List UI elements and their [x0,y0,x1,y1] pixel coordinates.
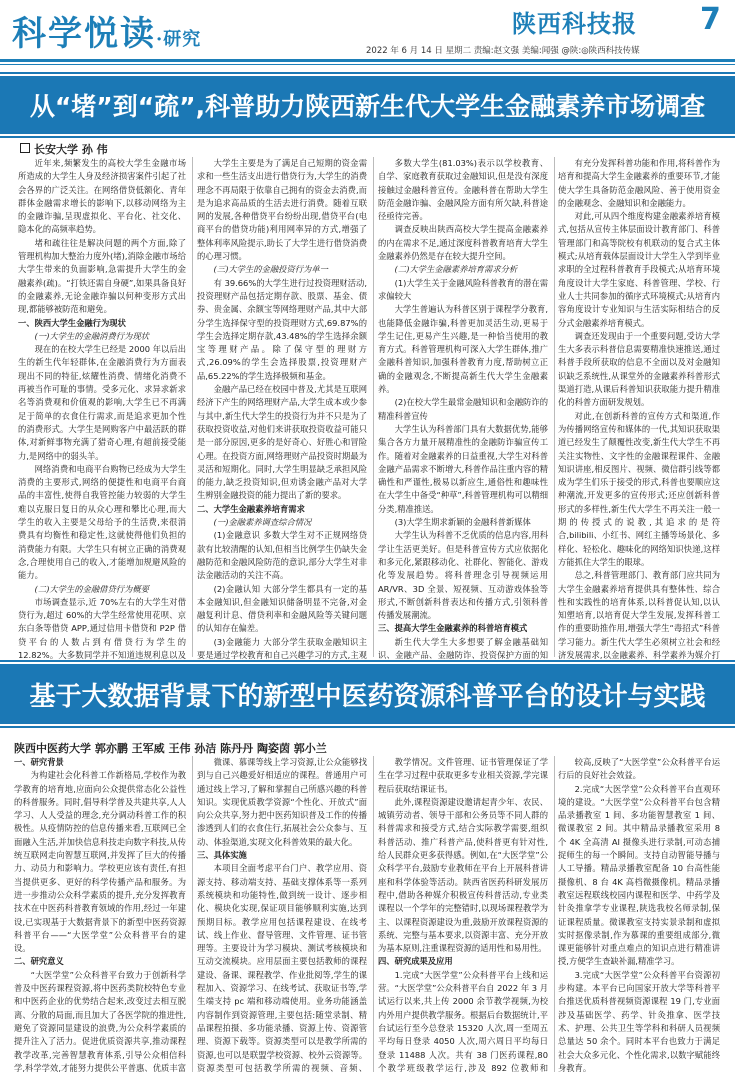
paragraph: 网络消费和电商平台购物已经成为大学生消费的主要形式,网络的便捷性和电商平台商品的丰富性,使得自我管控能力较弱的大学生难以克服日复日的从众心理和攀比心理,而大学生的收入主要是父母给予的生活费,来很消费具有均衡性和稳定性,这就使得他们负担的消费能力有限。大学生只有树立正确的消费观念,合理使用自己的收入,才能增加规避风险的能力。 [18,463,186,581]
paragraph: 此外,课程资源建设邀请起青少年、农民、城镇劳动者、领导干部和公务员等不同人群的科普需求和接受方式,结合实际教学需要,组织科普活动、推广科普产品,使科普更有针对性,给人民群众更多获得感。例如,在“大医学堂”公众科学平台,鼓励专业教师在平台上开展科普讲座和科学体验等活动。陕西省医药科研发展历程中,借助各种媒介积极宣传科普活动,专业类课程以一个学年的完整错时,以现场课程教学为主、以课程资源建设为重,鼓励开放课程资源的系统、完整与基本要求,以资源丰富、充分开放为基本原则,注重课程资源的适用性和易用性。 [378,796,548,954]
column-rule [192,157,193,657]
article2-column-3 [378,756,548,1074]
paragraph: 对此,在创新科普的宣传方式和渠道,作为传播网络宣传和媒体的一代,其知识获取渠道已经发生了颠覆性改变,新生代大学生不再关注实物性、文字性的金融课程课件、金融知识讲座,相反图片、视频、微信群引线等都成为学生们乐于接受的形式,科普也要顺应这种潮流,开发更多的宣传形式;还应创新科普形式的多样性,新生代大学生不再关注一般一期的传授式的说教,其追求的是符合,bilibili、小红书、网红主播等场景化、多样化、轻松化、趣味化的网络知识快递,这样方能抓住大学生的眼球。 [558,410,720,567]
paragraph: 较高,反映了“大医学堂”公众科普平台运行后的良好社会效益。 [558,757,720,781]
section-heading: 一、研究背景 [14,757,64,767]
sub-heading: (二)大学生金融素养培育需求分析 [394,264,518,275]
masthead-rule-thin [0,64,735,65]
article1-column-3 [378,157,548,659]
paragraph: 3.完成“大医学堂”公众科普平台资源初步构建。本平台已向国家开放大学等科普平台推送优质科普视频资源课程 19 门,专业面涉及基础医学、药学、针灸推拿、医学技术、护理、公共卫生等学科和科研人员视频总量达 50 余个。同时本平台也致力于满足社会大众多元化、个性化需求,以数字赋能终身教育。 [558,969,720,1073]
paragraph: 市场调查显示,近 70%左右的大学生对借贷行为,超过 60%的大学生经常使用花呗、京东白条等借贷 APP,通过信用卡借贷和 P2P 借贷平台的人数占到有借贷行为学生的 12.82%。大多数同学并不知道违规利息以及 [18,596,186,659]
paragraph: 多数大学生(81.03%)表示以学校教育、自学、家庭教育获取过金融知识,但是没有深度接触过金融科普宣传。金融科普在帮助大学生防范金融诈骗、金融风险方面有所欠缺,科普途径亟待完善。 [378,158,548,222]
paragraph: 对此,可从四个维度构建金融素养培育模式,包括从宣传主体层面设计教育部门、科普管理部门和高等院校有机联动的复合式主体模式;从培育载体层面设计大学生入学到毕业求职的全过程科普教育手段模式;从培育环境角度设计大学生家庭、科普管理、学校、行业人士共同参加的循序式环境模式;从培育内容角度设计专业知识与生活实际相结合的反分式金融素养培育模式。 [558,211,720,328]
paragraph: 金融产品已经在校园中普及,尤其是互联网经济下产生的网络理财产品,大学生成本或少参与其中,新生代大学生的投资行为并不只是为了获取投资收益,对他们来讲获取投资收益可能只是一部分原因,更多的是好奇心、好胜心和冒险心理。在投资方面,网络理财产品投资时期最为灵活和短期化。同时,大学生明显缺乏承担风险的能力,缺乏投资知识,但劝诱金融产品对大学生辨别金融投资的能力提出了新的要求。 [197,384,367,501]
column-rule [373,756,374,1072]
paragraph: 微课、慕课等线上学习资源,让公众能够找到与自己兴趣爱好相适应的课程。普通用户可通过线上学习,了解和掌握自己所感兴趣的科普知识。实现优质教学资源“个性化、开放式”面向公众共享,努力把中医药知识普及工作的传播渗透到人们的衣食住行,拓展社会公众参与、互动、体验渠道,实现文化科普效果的最大化。 [197,757,367,847]
article1-column-2 [197,157,367,659]
sub-heading: (一)大学生的金融消费行为现状 [34,330,149,341]
article1-headline: 从“堵”到“疏”,科普助力陕西新生代大学生金融素养市场调查 [0,76,735,134]
headline-stripe [0,726,735,728]
page-number: 7 [700,2,721,37]
section-heading: 三、具体实施 [197,850,247,861]
headline-stripe [0,136,735,138]
newspaper-name: 陕西科技报 [512,9,637,38]
paragraph: 2.完成“大医学堂”公众科普平台直观环境的建设。“大医学堂”公众科普平台包含精品录播教室 1 间、多功能智慧教室 1 间、微课教室 2 间。其中精品录播教室采用 8 个 4K 全高清 AI 摄像头进行录制,可动态捕捉师生的每一个瞬间。支持自动智能导播与人工导播。精品录播教室配备 10 台高性能摄像机、8 台 4K 高档微摄像机。精品录播教室远程联线校园内课程和医学、中药学及针灸推拿学专业课程,陕选我校名师录制,保证课程质量。微课教室支持实景录制和虚拟实时抠像录制,作为慕课的重要组成部分,微课更能够针对重点难点的知识点进行精准讲授,方便学生查缺补漏,精准学习。 [558,783,720,967]
section-title: 科学悦读·研究 [12,14,202,54]
paragraph: (2)在校大学生最常金融知识和金融防诈的精准科普宣传 [378,397,548,421]
headline-stripe [0,72,735,74]
article1-byline: 长安大学 孙 伟 [20,141,108,157]
column-rule [373,157,374,657]
masthead-rule [0,59,735,62]
paragraph: 大学生普遍认为科普区别于课程学分教育,也能降低金融诈骗,科普更加灵活生动,更易于学生记住,更易产生兴趣,是一种恰当使用的教育方式。科普管理机构可深入大学生群体,推广金融科普知识,加强科普教育力度,帮助树立正确的金融观念,不断提高新生代大学生金融素养。 [378,304,548,395]
paragraph: 近年来,频繁发生的高校大学生金融市场所造成的大学生人身及经济损害案件引起了社会各界的广泛关注。在网络借贷低额化、青年群体金融需求增长的影响下,以移动网络为主的金融诈骗,呈现虚拟化、平台化、社交化、隐本化的高频率趋势。 [18,158,186,235]
article1-column-4 [558,157,720,659]
section-subtitle: ·研究 [156,29,202,50]
article2-headline: 基于大数据背景下的新型中医药资源科普平台的设计与实践 [0,664,735,724]
square-bullet-icon [20,143,30,153]
paragraph: 大学生认为科普部门具有大数据优势,能够集合各方力量开展精准性的金融防诈骗宣传工作。随着对金融素养的日益重视,大学生对科普金融产品需求不断增大,科普作品注重内容的精确性和严谨性,极易以新应生,通俗性和趣味性在大学生中备受“种草”,科普管理机构可以精细分类,精准推送。 [378,423,548,514]
paragraph: 本项目全面考虑平台门户、教学应用、资源支持、移动端支持、基础支撑体系等一系列系统模块和功能特性,做到统一设计、逐步相化、模块化实现,保证项目能够顺利实施,达到预期目标。教学应用包括课程建设、在线考试、线上作业、督导管理、文件管理、证书管理等。主要设计为学习模块、测试考核模块和互动交流模块。应用层面主要包括教师的课程建设、备课、课程教学、作业批阅等,学生的课程加入、资源学习、在线考试、获取证书等,学生端支持 pc 端和移动端使用。业务功能涵盖内容制作到资源管理,主要包括:随堂录制、精品课程拍摄、多功能录播、资源上传、资源管理、资源下载等。资源类型可以是教学所需的资源,也可以是联盟学校资源、校外云资源等。资源类型可包括教学所需的视频、音频、 [197,863,367,1073]
article2-byline: 陕西中医药大学 郭亦鹏 王军威 王伟 孙洁 陈丹丹 陶姿茵 郭小兰 [14,742,327,755]
paragraph: (1)大学生关于金融风险科普教育的潜在需求偏较大 [378,277,548,301]
headline-stripe [0,660,735,662]
paragraph: “大医学堂”公众科普平台致力于创新科学普及中医药课程资源,将中医药类院校特色专业和中医药企业的优势结合起来,改变过去相互脱离、分散的局面,而且加大了各医学院的推进性,避免了资源同显建设的浪费,为公众科学素质的提升注入了活力。促进优质资源共享,推动课程教学改革,完善智慧教育体系,引导公众相信科学,科学学效,才能努力提供公平普惠、优质丰富 [14,969,186,1073]
section-heading: 三、提高大学生金融素养的科普培育模式 [378,623,528,634]
dateline: 2022 年 6 月 14 日 星期二 责编:赵文强 美编:闻强 @陕:◎陕西科技传媒 [366,46,640,56]
section-heading: 二、大学生金融素养培育需求 [197,503,305,514]
paragraph: 1.完成“大医学堂”公众科普平台上线和运营。“大医学堂”公众科普平台自 2022 年 3 月试运行以来,共上传 2000 余节教学视频,为校内外用户提供教学服务。根据后台数据统计,平台试运行至今总登录 15320 人次,周一至周五平均每日登录 4050 人次,周六周日平均每日登录 11488 人次。共有 38 门医药课程,80 个教学班级教学运行,涉及 892 位教师和 [378,969,548,1073]
paragraph: 堵和疏往往是解决问题的两个方面,除了管理机构加大整治力度外(堵),消除金融市场给大学生带来的负面影响,急需提升大学生的金融素养(疏)。“打铁还需自身硬”,如果具备良好的金融素养,无论金融诈骗以何种变形方式出现,都能够被防范和避免。 [18,237,186,315]
sub-heading: (二)大学生的金融借贷行为概要 [34,583,149,594]
column-rule [554,756,555,1072]
article1-column-1 [18,157,186,659]
paragraph: 有充分发挥科普功能和作用,将科普作为培育和提高大学生金融素养的重要环节,才能使大学生具备防范金融风险、善于使用资金的金融观念、金融知识和金融能力。 [558,158,720,208]
paragraph: 调查还发现由于一个重要问题,受访大学生大多表示科普信息需要精准快速推送,通过科普手段所获取的信息不全面以及对金融知识缺乏系统性,从课堂外的金融素养科普形式渠道打造,从课后科普知识获取能力提升精准化的科普方面研发规划。 [558,330,720,408]
paragraph: (3)大学生期求新颖的金融科普新媒体 [394,517,531,528]
section-heading: 一、陕西大学生金融行为现状 [18,317,126,328]
article2-column-1 [14,756,186,1074]
paragraph: 调查反映出陕西高校大学生提高金融素养的内在需求不足,通过深度科普教育培育大学生金融素养仍然是存在较大提升空间。 [378,224,548,262]
paragraph: 大学生主要是为了满足自己短期的资金需求和一些生活支出进行借贷行为,大学生的消费理念不再局限于依靠自己拥有的资金去消费,而是为追求高品质的生活去进行消费。随着互联网的发展,各种借贷平台纷纷出现,借贷平台(电商平台的借贷功能)利用网率异的方式,增强了整体利率风险提示,助长了大学生进行借贷消费的心理习惯。 [197,158,367,262]
paragraph: 新生代大学生大多想要了解金融基础知识、金融产品、金融防诈、投资保护方面的知 [378,636,548,659]
paragraph: 教学情况。文件管理、证书管理保证了学生在学习过程中获取更多专业相关资源,学完课程后获取结课证书。 [378,757,548,794]
article2-column-4 [558,756,720,1074]
paragraph: (3)金融能力 大部分学生获取金融知识主要是通过学校教育和自己兴趣学习的方式,主观 [197,636,367,659]
column-rule [554,157,555,657]
paragraph: 为构建社会化科普工作新格局,学校作为教学教育的培育地,应面向公众提供常态化公益性的科普服务。同时,倡导科学普及共建共享,人人学习、人人受益的理念,充分调动科普工作的积极性。从疫情防控的信息传播来看,互联网已全面融入生活,并加快信息科技走向数字科技,从传统互联网走向智慧互联网,并发挥了巨大的传播力、动员力和影响力。学校更应该有责任,有担当提供更多、更好的科学传播产品和服务。为进一步推动公众科学素质的提升,充分发挥教育技术在中医药科普教育领域的作用,经过一年建设,已实现基于大数据背景下的新型中医药资源科普平台——“大医学堂”公众科普平台的建设。 [14,770,186,954]
paragraph: 总之,科普管理部门、教育部门应共同为大学生金融素养培育提供具有整体性、综合性和实践性的培育体系,以科普促认知,以认知塑培育,以培育促大学生发展,发挥科普工作的重要助推作用,增强大学生“毒招式”科普学习能力。新生代大学生必须树立社会和经济发展需求,以金融素养、科学素养为媒介打 [558,570,720,659]
column-rule [192,756,193,1072]
paragraph: (2)金融认知 大部分学生都具有一定的基本金融知识,但金融知识储备明显不完备,对金融复利计息、借贷利率和金融风险等关键问题的认知存在偏差。 [197,583,367,634]
paragraph: 现在的在校大学生已经是 2000 年以后出生的新生代年轻群体,在金融消费行为方面表现出不同的特征,炫耀性消费、情绪化消费不再被当作可耻的事情。受多元化、求异求新求名等消费观和价值观的影响,大学生已不再满足于简单的衣食住行需求,而是追求更加个性的消费形式。大学生是网购客户中最活跃的群体,对新鲜事物充满了猎奇心理,有超前接受能力,是网络中的弱头羊。 [18,344,186,461]
section-heading: 二、研究意义 [14,956,64,967]
paragraph: 有 39.66%的大学生进行过投资理财活动,投资理财产品包括定期存款、股票、基金、债券、贵金属、余额宝等网络理财产品,其中大部分学生选择保守型的投资理财方式,69.87%的学生会选择定期存款,43.48%的学生选择余额宝等理财产品。除了保守型的理财方式,26.09%的学生会选择股票,投资理财产品,65.22%的学生选择极频和基金。 [197,277,367,381]
masthead [0,0,735,60]
sub-heading: (一)金融素养调查综合情况 [213,517,312,528]
article2-column-2 [197,756,367,1074]
section-heading: 四、研究成果及应用 [378,956,453,967]
sub-heading: (三)大学生的金融投资行为单一 [213,264,328,275]
paragraph: (1)金融意识 多数大学生对不正规网络贷款有比较清醒的认知,但相当比例学生仍缺失金融防范和金融风险防范的意识,部分大学生对非法金融活动的关注不高。 [197,530,367,581]
paragraph: 大学生认为科普不乏优质的信息内容,用科学让生活更美好。但是科普宣传方式应依据化和多元化,紧跟移动化、社群化、智能化、游戏化等发展趋势。将科普理念引导视频运用AR/VR、3D 全景、短视频、互动游戏体验等形式,不断创新科普表达和传播方式,引领科普传播发展潮流。 [378,530,548,621]
